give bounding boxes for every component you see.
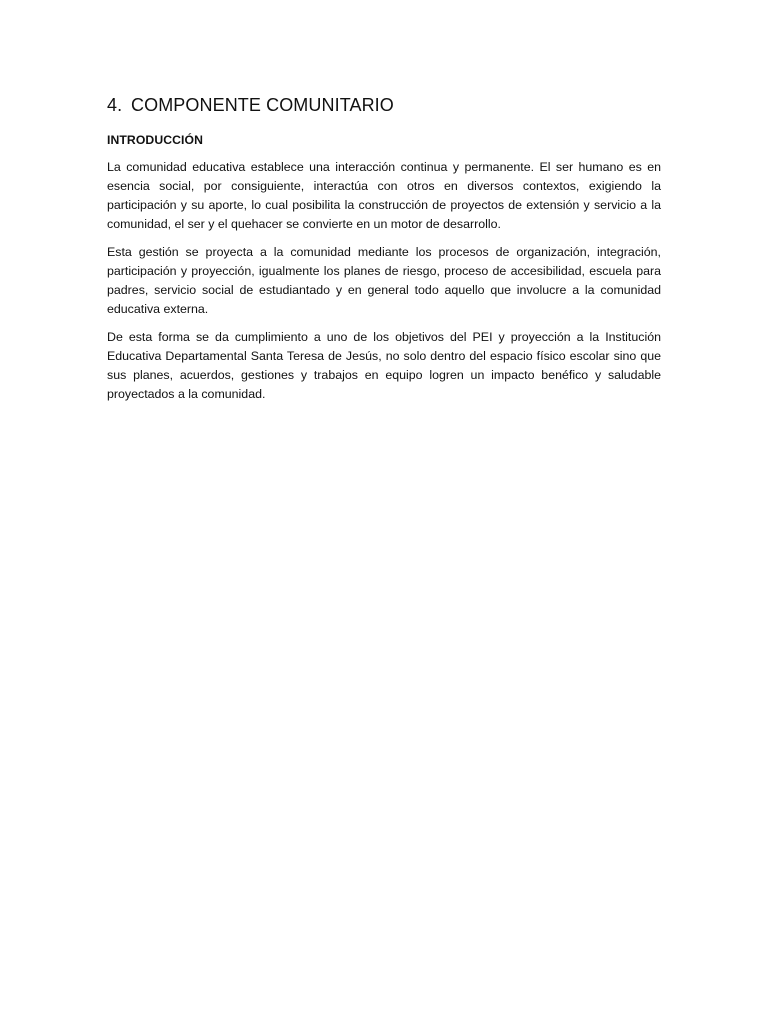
- paragraph-3: De esta forma se da cumplimiento a uno de los objetivos del PEI y proyección a la Institución Educativa Departamental Santa Teresa de Jesús, no solo dentro del espacio físico escolar sino que sus planes, acuerdos, gestiones y trabajos en equipo logren un impacto benéfico y saludable proyectados a la comunidad.: [107, 330, 661, 401]
- section-title: COMPONENTE COMUNITARIO: [131, 95, 394, 115]
- paragraph-1: La comunidad educativa establece una interacción continua y permanente. El ser humano es en esencia social, por consiguiente, interactúa con otros en diversos contextos, exigiendo la participación y su aporte, lo cual posibilita la construcción de proyectos de extensión y servicio a la comunidad, el ser y el quehacer se convierte en un motor de desarrollo.: [107, 160, 661, 231]
- introduction-heading: INTRODUCCIÓN: [107, 133, 203, 147]
- paragraph-2: Esta gestión se proyecta a la comunidad mediante los procesos de organización, integración, participación y proyección, igualmente los planes de riesgo, proceso de accesibilidad, escuela para padres, servicio social de estudiantado y en general todo aquello que involucre a la comunidad educativa externa.: [107, 245, 661, 316]
- section-heading: [107, 95, 661, 116]
- section-number: 4.: [107, 95, 123, 115]
